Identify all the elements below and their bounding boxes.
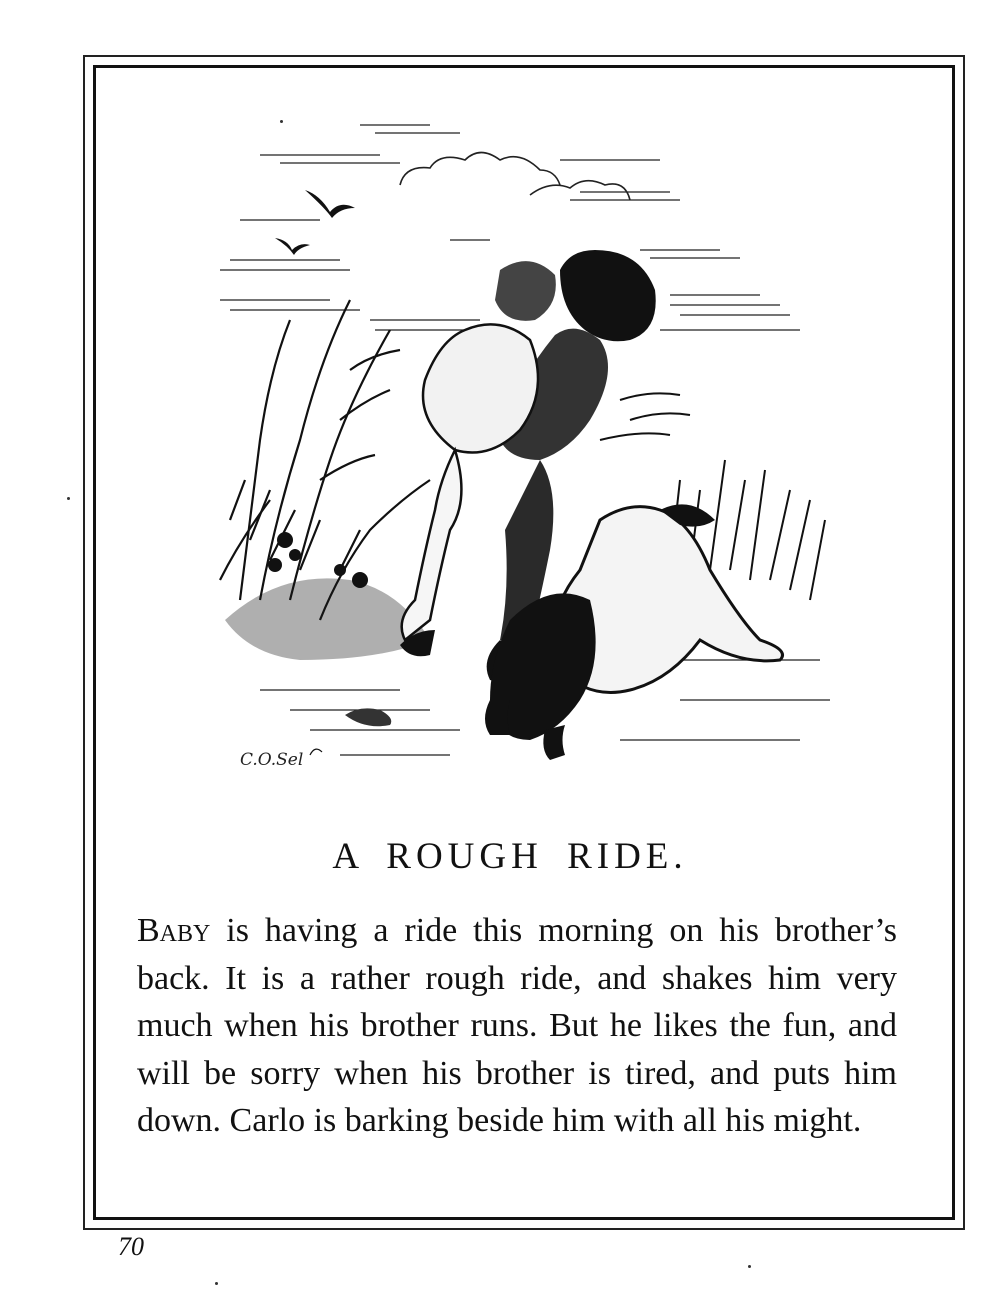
birds: [275, 190, 355, 255]
story-lead-word: Baby: [137, 912, 211, 949]
page-number: 70: [118, 1232, 144, 1261]
story-text: is having a ride this morning on his brother’s back. It is a rather rough ride, and shakes him very much when his brother runs. But he likes the fun, and will be sorry when his brother is tired, and puts him down. Carlo is barking beside him with all his might.: [137, 912, 897, 1139]
stone: [345, 708, 391, 726]
story-title: A ROUGH RIDE.: [332, 836, 688, 877]
paper-speck: [280, 120, 283, 123]
left-foliage: [220, 300, 430, 620]
story-body: [137, 907, 897, 1145]
engraving-illustration: [200, 100, 840, 780]
paper-speck: [215, 1282, 218, 1285]
left-bush-shadow: [225, 578, 430, 660]
paper-speck: [67, 497, 70, 500]
artist-signature: C.O.Sel: [240, 750, 304, 770]
signature-flourish: [310, 749, 322, 755]
paper-speck: [748, 1265, 751, 1268]
